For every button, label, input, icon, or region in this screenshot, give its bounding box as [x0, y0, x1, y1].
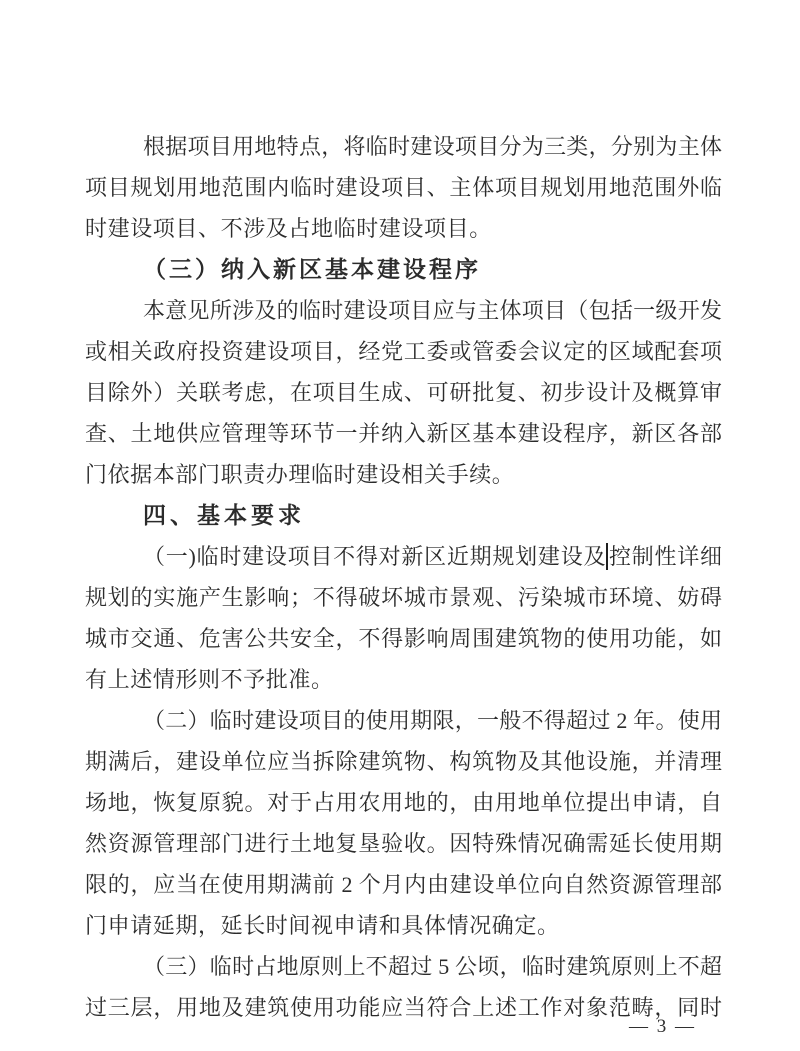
text-line: 目除外）关联考虑，在项目生成、可研批复、初步设计及概算审 [85, 380, 722, 405]
text-line: 规划的实施产生影响；不得破坏城市景观、污染城市环境、妨碍 [85, 585, 722, 610]
text-line: 期满后，建设单位应当拆除建筑物、构筑物及其他设施，并清理 [85, 749, 722, 774]
document-body [85, 126, 722, 1028]
text-line: 城市交通、危害公共安全，不得影响周围建筑物的使用功能，如 [85, 626, 722, 651]
section-heading: 四、基本要求 [143, 502, 305, 528]
text-line: （二）临时建设项目的使用期限，一般不得超过 2 年。使用 [143, 708, 722, 733]
text-line: 时建设项目、不涉及占地临时建设项目。 [85, 216, 492, 241]
text-line-with-cursor [85, 536, 722, 577]
subsection-heading: （三）纳入新区基本建设程序 [143, 257, 481, 282]
text-after-cursor: 控制性详细 [608, 544, 722, 569]
text-line: 门申请延期，延长时间视申请和具体情况确定。 [85, 913, 560, 938]
page-number: — 3 — [629, 1016, 696, 1037]
text-before-cursor: （一)临时建设项目不得对新区近期规划建设及 [143, 544, 607, 569]
text-line: 然资源管理部门进行土地复垦验收。因特殊情况确需延长使用期 [85, 831, 722, 856]
text-line: 过三层，用地及建筑使用功能应当符合上述工作对象范畴，同时 [85, 995, 722, 1020]
text-line: 项目规划用地范围内临时建设项目、主体项目规划用地范围外临 [85, 175, 722, 200]
text-line: 根据项目用地特点，将临时建设项目分为三类，分别为主体 [143, 134, 722, 159]
text-line: 门依据本部门职责办理临时建设相关手续。 [85, 462, 515, 487]
text-line: 或相关政府投资建设项目，经党工委或管委会议定的区域配套项 [85, 339, 722, 364]
text-line: 场地，恢复原貌。对于占用农用地的，由用地单位提出申请，自 [85, 790, 722, 815]
text-line: 有上述情形则不予批准。 [85, 667, 334, 692]
text-line: 查、土地供应管理等环节一并纳入新区基本建设程序，新区各部 [85, 421, 722, 446]
text-line: 限的，应当在使用期满前 2 个月内由建设单位向自然资源管理部 [85, 872, 722, 897]
text-line: （三）临时占地原则上不超过 5 公顷，临时建筑原则上不超 [143, 954, 722, 979]
text-line: 本意见所涉及的临时建设项目应与主体项目（包括一级开发 [143, 298, 722, 323]
